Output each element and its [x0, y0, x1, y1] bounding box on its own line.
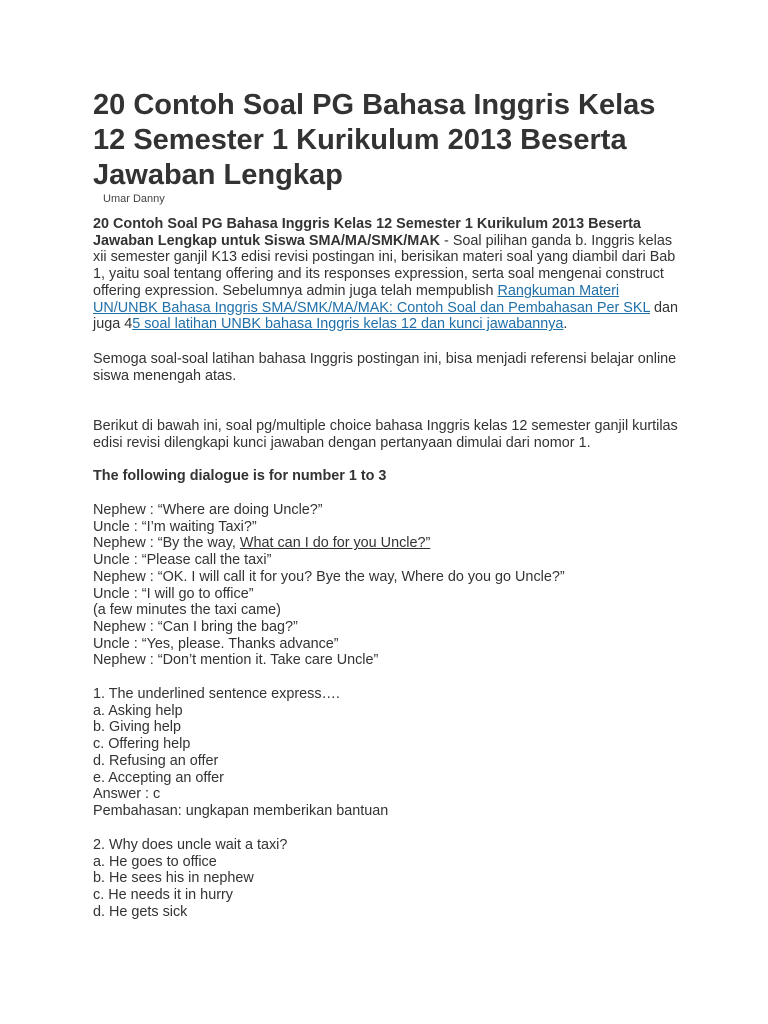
dialogue-line-3-pre: Nephew : “By the way,	[93, 535, 240, 552]
intro-text-3: .	[563, 316, 568, 333]
answer: Answer : c	[93, 786, 161, 803]
paragraph-2-text: Semoga soal-soal latihan bahasa Inggris postingan ini, bisa menjadi referensi belajar online siswa menengah atas.	[93, 351, 677, 384]
option-c: c. Offering help	[93, 736, 191, 753]
dialogue-line	[93, 535, 683, 552]
option-b: b. Giving help	[93, 719, 181, 736]
option-e: e. Accepting an offer	[93, 769, 224, 786]
dialogue-line: Nephew : “Don’t mention it. Take care Uncle”	[93, 652, 379, 669]
dialogue-line: Nephew : “Can I bring the bag?”	[93, 618, 298, 635]
article-title: 20 Contoh Soal PG Bahasa Inggris Kelas 12 Semester 1 Kurikulum 2013 Beserta Jawaban Lengkap	[93, 89, 656, 191]
option-d: d. He gets sick	[93, 903, 188, 920]
question-text: 2. Why does uncle wait a taxi?	[93, 837, 288, 853]
author-name: Umar Danny	[103, 193, 165, 205]
dialogue-heading-text: The following dialogue is for number 1 to 3	[93, 468, 387, 484]
dialogue-line: Uncle : “Please call the taxi”	[93, 552, 272, 569]
paragraph-3-text: Berikut di bawah ini, soal pg/multiple choice bahasa Inggris kelas 12 semester ganjil kurtilas edisi revisi dilengkapi kunci jawaban dengan pertanyaan dimulai dari nomor 1.	[93, 418, 678, 451]
dialogue	[93, 502, 683, 669]
dialogue-line: (a few minutes the taxi came)	[93, 602, 281, 619]
intro-paragraph	[93, 216, 683, 333]
dialogue-line: Uncle : “I will go to office”	[93, 585, 254, 602]
dialogue-line: Nephew : “Where are doing Uncle?”	[93, 502, 323, 518]
dialogue-heading	[93, 468, 683, 485]
link-soal-latihan-unbk[interactable]: 5 soal latihan UNBK bahasa Inggris kelas 12 dan kunci jawabannya	[132, 316, 564, 333]
dialogue-line: Nephew : “OK. I will call it for you? Bye the way, Where do you go Uncle?”	[93, 568, 565, 585]
intro-text-1: - Soal pilihan ganda b. Inggris kelas xii semester ganjil K13 edisi revisi postingan ini, berisikan materi soal yang diambil dari Bab 1, yaitu soal tentang offering and its responses expression, serta soal mengenai construct offering expression. Sebelumnya admin juga telah mempublish	[93, 232, 676, 299]
underlined-sentence: What can I do for you Uncle?”	[239, 535, 431, 552]
intro-bold-lead: 20 Contoh Soal PG Bahasa Inggris Kelas 12 Semester 1 Kurikulum 2013 Beserta Jawaban Lengkap untuk Siswa SMA/MA/SMK/MAK	[93, 216, 641, 249]
dialogue-line: Uncle : “Yes, please. Thanks advance”	[93, 635, 339, 652]
link-rangkuman-materi[interactable]: Rangkuman Materi UN/UNBK Bahasa Inggris SMA/SMK/MA/MAK: Contoh Soal dan Pembahasan Per SKL	[93, 282, 650, 316]
option-d: d. Refusing an offer	[93, 752, 219, 769]
dialogue-line: Uncle : “I’m waiting Taxi?”	[93, 518, 257, 535]
paragraph-3	[93, 418, 683, 451]
intro-text-2: dan juga 4	[93, 299, 678, 333]
option-b: b. He sees his in nephew	[93, 870, 254, 887]
question-2	[93, 837, 683, 921]
question-1	[93, 686, 683, 820]
option-a: a. He goes to office	[93, 853, 217, 870]
option-a: a. Asking help	[93, 702, 183, 719]
question-text: 1. The underlined sentence express….	[93, 686, 340, 702]
explanation: Pembahasan: ungkapan memberikan bantuan	[93, 802, 389, 819]
paragraph-2	[93, 351, 683, 384]
option-c: c. He needs it in hurry	[93, 887, 233, 904]
